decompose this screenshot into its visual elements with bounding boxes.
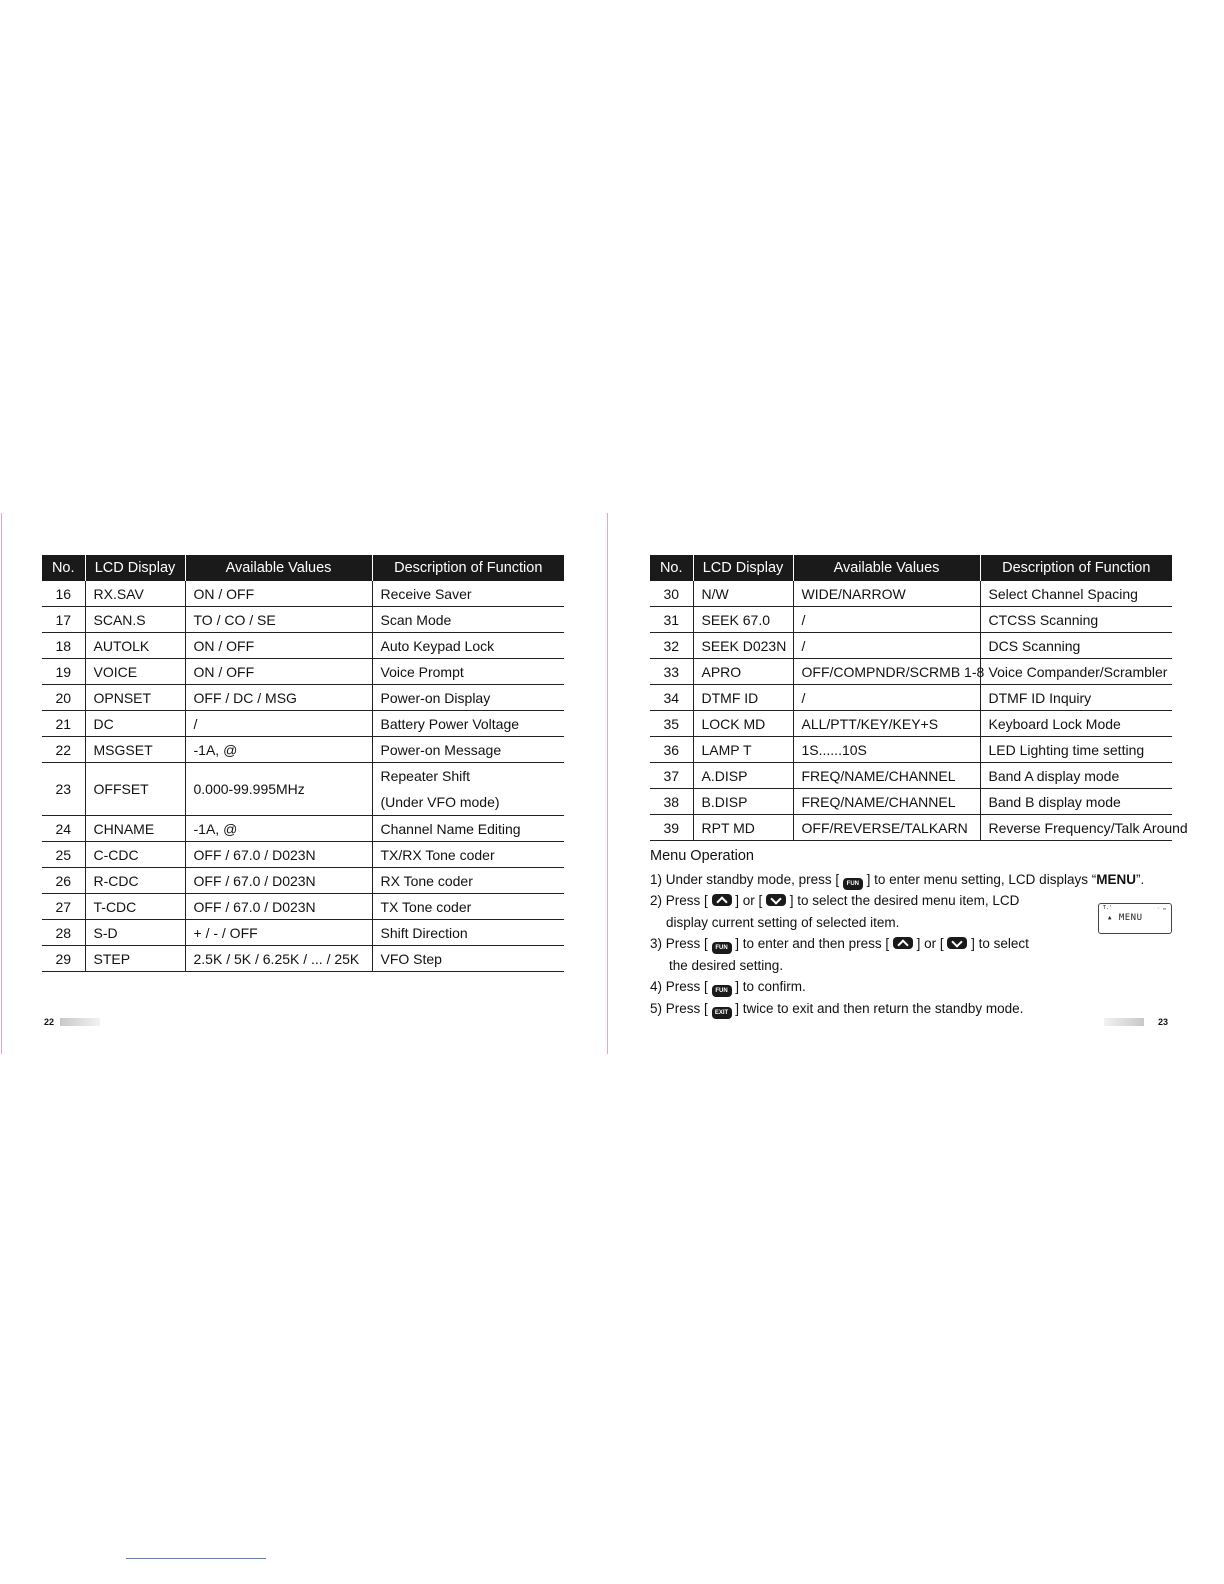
page-bar-right — [1104, 1018, 1144, 1026]
menu-table-right — [650, 555, 1188, 841]
header-description: Description of Function — [980, 555, 1172, 581]
row-lcd-display: AUTOLK — [85, 633, 185, 659]
row-description: DCS Scanning — [980, 633, 1172, 659]
down-key-icon — [947, 937, 967, 949]
row-description: Auto Keypad Lock — [372, 633, 564, 659]
row-lcd-display: OFFSET — [85, 763, 185, 816]
step-5-text-b: ] twice to exit and then return the standby mode. — [731, 1000, 1024, 1016]
row-description: TX Tone coder — [372, 894, 564, 920]
row-description: Voice Compander/Scrambler — [980, 659, 1172, 685]
row-description: Band B display mode — [980, 789, 1172, 815]
row-available-values: / — [185, 711, 372, 737]
row-number: 17 — [42, 607, 85, 633]
row-available-values: / — [793, 633, 980, 659]
exit-key-icon: EXIT — [712, 1007, 732, 1019]
table-row — [42, 659, 564, 685]
table-row — [650, 633, 1172, 659]
page-number-right: 23 — [1158, 1017, 1169, 1027]
row-number: 39 — [650, 815, 693, 841]
step-2-continuation: display current setting of selected item. — [666, 914, 900, 930]
row-number: 22 — [42, 737, 85, 763]
page-divider — [607, 513, 608, 1054]
table-header-row — [42, 555, 564, 581]
header-lcd-display: LCD Display — [693, 555, 793, 581]
step-4-text-b: ] to confirm. — [731, 979, 806, 994]
row-lcd-display: C-CDC — [85, 842, 185, 868]
row-lcd-display: SCAN.S — [85, 607, 185, 633]
row-description: RX Tone coder — [372, 868, 564, 894]
table-row — [42, 763, 564, 816]
row-available-values: ON / OFF — [185, 581, 372, 607]
row-available-values: ALL/PTT/KEY/KEY+S — [793, 711, 980, 737]
row-number: 35 — [650, 711, 693, 737]
row-available-values: OFF / DC / MSG — [185, 685, 372, 711]
table-row — [650, 659, 1172, 685]
row-number: 23 — [42, 763, 85, 816]
row-description: LED Lighting time setting — [980, 737, 1172, 763]
row-description: Select Channel Spacing — [980, 581, 1172, 607]
step-2-text-c: ] to select the desired menu item, LCD — [786, 893, 1020, 908]
up-key-icon — [712, 894, 732, 906]
step-3-continuation: the desired setting. — [669, 957, 784, 973]
step-3 — [650, 933, 1210, 955]
step-1-text-c: ”. — [1135, 871, 1145, 887]
table-row — [650, 815, 1172, 841]
row-available-values: OFF / 67.0 / D023N — [185, 894, 372, 920]
page-number-left: 22 — [44, 1017, 55, 1027]
table-row — [42, 920, 564, 946]
table-row — [42, 868, 564, 894]
lcd-status-icons: ◦ ▭ — [1156, 906, 1166, 912]
row-description: TX/RX Tone coder — [372, 842, 564, 868]
row-number: 32 — [650, 633, 693, 659]
row-available-values: / — [793, 685, 980, 711]
row-lcd-display: RPT MD — [693, 815, 793, 841]
row-description: Band A display mode — [980, 763, 1172, 789]
table-header-row — [650, 555, 1172, 581]
row-lcd-display: R-CDC — [85, 868, 185, 894]
row-number: 33 — [650, 659, 693, 685]
down-key-icon — [766, 894, 786, 906]
step-1 — [650, 869, 1210, 891]
up-key-icon — [893, 937, 913, 949]
table-row — [650, 581, 1172, 607]
row-description — [372, 763, 564, 816]
row-description-line-1: Repeater Shift — [380, 768, 470, 784]
row-lcd-display: CHNAME — [85, 816, 185, 842]
row-number: 26 — [42, 868, 85, 894]
row-number: 24 — [42, 816, 85, 842]
row-number: 21 — [42, 711, 85, 737]
table-row — [650, 737, 1172, 763]
table-row — [42, 946, 564, 972]
step-2-text-a: 2) Press [ — [650, 893, 712, 908]
row-number: 25 — [42, 842, 85, 868]
row-lcd-display: N/W — [693, 581, 793, 607]
row-description: Voice Prompt — [372, 659, 564, 685]
row-available-values: -1A, @ — [185, 737, 372, 763]
row-lcd-display: VOICE — [85, 659, 185, 685]
step-3-text-d: ] to select — [967, 936, 1029, 951]
table-row — [650, 763, 1172, 789]
header-no: No. — [42, 555, 85, 581]
row-lcd-display: LOCK MD — [693, 711, 793, 737]
row-number: 20 — [42, 685, 85, 711]
row-description: VFO Step — [372, 946, 564, 972]
table-row — [42, 894, 564, 920]
table-row — [650, 607, 1172, 633]
step-1-text-a: 1) Under standby mode, press [ — [650, 871, 843, 887]
table-row — [42, 737, 564, 763]
menu-table-left-body — [42, 581, 564, 972]
step-3-text-a: 3) Press [ — [650, 936, 712, 951]
row-lcd-display: MSGSET — [85, 737, 185, 763]
header-lcd-display: LCD Display — [85, 555, 185, 581]
table-row — [650, 789, 1172, 815]
lcd-preview-text: ▴ MENU — [1107, 913, 1143, 923]
row-description: Reverse Frequency/Talk Around — [980, 815, 1172, 841]
table-row — [42, 842, 564, 868]
step-1-text-b: ] to enter menu setting, LCD displays “ — [862, 871, 1097, 887]
step-2-text-b: ] or [ — [731, 893, 767, 908]
row-number: 27 — [42, 894, 85, 920]
header-description: Description of Function — [372, 555, 564, 581]
table-row — [42, 711, 564, 737]
row-available-values: 2.5K / 5K / 6.25K / ... / 25K — [185, 946, 372, 972]
row-description: CTCSS Scanning — [980, 607, 1172, 633]
fun-key-icon: FUN — [712, 985, 732, 997]
row-number: 34 — [650, 685, 693, 711]
row-available-values: WIDE/NARROW — [793, 581, 980, 607]
row-lcd-display: B.DISP — [693, 789, 793, 815]
step-5-text-a: 5) Press [ — [650, 1000, 712, 1016]
row-number: 16 — [42, 581, 85, 607]
header-available-values: Available Values — [185, 555, 372, 581]
row-number: 38 — [650, 789, 693, 815]
fun-key-icon: FUN — [843, 878, 863, 890]
header-no: No. — [650, 555, 693, 581]
lcd-signal-icon: T.' — [1103, 905, 1113, 911]
table-row — [42, 633, 564, 659]
row-lcd-display: STEP — [85, 946, 185, 972]
row-number: 30 — [650, 581, 693, 607]
row-available-values: / — [793, 607, 980, 633]
row-description: Scan Mode — [372, 607, 564, 633]
row-lcd-display: RX.SAV — [85, 581, 185, 607]
fun-key-icon: FUN — [712, 942, 732, 954]
table-row — [42, 581, 564, 607]
row-available-values: OFF / 67.0 / D023N — [185, 868, 372, 894]
lcd-menu-preview — [1098, 903, 1172, 934]
row-number: 37 — [650, 763, 693, 789]
row-available-values: FREQ/NAME/CHANNEL — [793, 763, 980, 789]
row-lcd-display: APRO — [693, 659, 793, 685]
row-lcd-display: DTMF ID — [693, 685, 793, 711]
menu-operation-heading: Menu Operation — [650, 848, 754, 864]
menu-table-left — [42, 555, 564, 972]
page-bar-left — [60, 1018, 100, 1026]
menu-table-right-body — [650, 581, 1188, 841]
row-description: Receive Saver — [372, 581, 564, 607]
row-number: 28 — [42, 920, 85, 946]
table-row — [42, 607, 564, 633]
row-lcd-display: A.DISP — [693, 763, 793, 789]
header-available-values: Available Values — [793, 555, 980, 581]
row-lcd-display: OPNSET — [85, 685, 185, 711]
row-description: Keyboard Lock Mode — [980, 711, 1172, 737]
row-lcd-display: SEEK D023N — [693, 633, 793, 659]
row-available-values: OFF/REVERSE/TALKARN — [793, 815, 980, 841]
scan-artifact-line — [126, 1558, 266, 1559]
step-3-text-b: ] to enter and then press [ — [731, 936, 893, 951]
row-number: 29 — [42, 946, 85, 972]
row-lcd-display: DC — [85, 711, 185, 737]
row-available-values: FREQ/NAME/CHANNEL — [793, 789, 980, 815]
row-description: Power-on Display — [372, 685, 564, 711]
row-description: Power-on Message — [372, 737, 564, 763]
row-description: DTMF ID Inquiry — [980, 685, 1172, 711]
row-description: Shift Direction — [372, 920, 564, 946]
step-5 — [650, 998, 1210, 1020]
row-number: 18 — [42, 633, 85, 659]
row-lcd-display: T-CDC — [85, 894, 185, 920]
row-available-values: 0.000-99.995MHz — [185, 763, 372, 816]
row-description: Channel Name Editing — [372, 816, 564, 842]
row-available-values: ON / OFF — [185, 659, 372, 685]
row-description: Battery Power Voltage — [372, 711, 564, 737]
row-number: 19 — [42, 659, 85, 685]
step-3-text-c: ] or [ — [912, 936, 948, 951]
row-number: 36 — [650, 737, 693, 763]
table-row — [650, 685, 1172, 711]
step-4 — [650, 976, 1210, 998]
step-4-text-a: 4) Press [ — [650, 979, 712, 994]
row-description-line-2: (Under VFO mode) — [380, 794, 500, 810]
row-available-values: 1S......10S — [793, 737, 980, 763]
row-available-values: ON / OFF — [185, 633, 372, 659]
row-lcd-display: S-D — [85, 920, 185, 946]
row-lcd-display: LAMP T — [693, 737, 793, 763]
table-row — [42, 685, 564, 711]
row-available-values: + / - / OFF — [185, 920, 372, 946]
step-1-menu-word: MENU — [1096, 871, 1136, 887]
table-row — [650, 711, 1172, 737]
row-available-values: OFF / 67.0 / D023N — [185, 842, 372, 868]
row-available-values: OFF/COMPNDR/SCRMB 1-8 — [793, 659, 980, 685]
row-number: 31 — [650, 607, 693, 633]
row-available-values: -1A, @ — [185, 816, 372, 842]
table-row — [42, 816, 564, 842]
page-edge-left — [1, 513, 2, 1054]
row-available-values: TO / CO / SE — [185, 607, 372, 633]
row-lcd-display: SEEK 67.0 — [693, 607, 793, 633]
